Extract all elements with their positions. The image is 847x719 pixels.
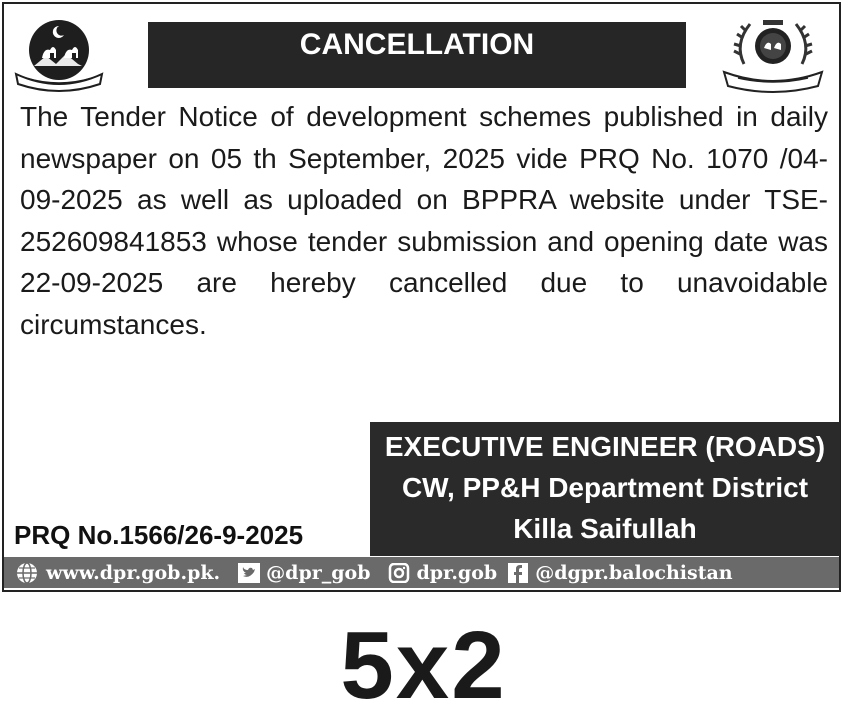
instagram-icon (388, 563, 410, 583)
footer-facebook[interactable] (507, 562, 732, 584)
signatory-department: CW, PP&H Department District (401, 472, 809, 503)
footer-instagram-label: dpr.gob (416, 561, 498, 584)
twitter-icon (238, 563, 260, 583)
ad-size-label: 5x2 (340, 612, 507, 719)
footer-twitter[interactable] (238, 562, 370, 584)
signatory-block (370, 422, 840, 556)
footer-instagram[interactable] (388, 562, 497, 584)
signatory-district: Killa Saifullah (513, 513, 697, 544)
footer-contact-bar (4, 557, 839, 588)
footer-website-label: www.dpr.gob.pk. (46, 561, 221, 584)
signatory-designation: EXECUTIVE ENGINEER (ROADS) (384, 431, 826, 462)
footer-twitter-label: @dpr_gob (266, 561, 371, 584)
notice-title: CANCELLATION (148, 22, 686, 88)
facebook-icon (507, 563, 529, 583)
footer-facebook-label: @dgpr.balochistan (535, 561, 733, 584)
notice-body: The Tender Notice of development schemes published in daily newspaper on 05 th September, 2025 vide PRQ No. 1070 /04-09-2025 as well as uploaded on BPPRA website under TSE-252609841853 whose tender submission and opening date was 22-09-2025 are hereby cancelled due to unavoidable circumstances. (20, 101, 828, 340)
prq-number: PRQ No.1566/26-9-2025 (14, 520, 304, 550)
globe-icon (14, 561, 40, 585)
balochistan-emblem-logo (12, 14, 106, 94)
dgpr-emblem-logo (716, 14, 830, 94)
footer-website[interactable] (14, 561, 220, 585)
